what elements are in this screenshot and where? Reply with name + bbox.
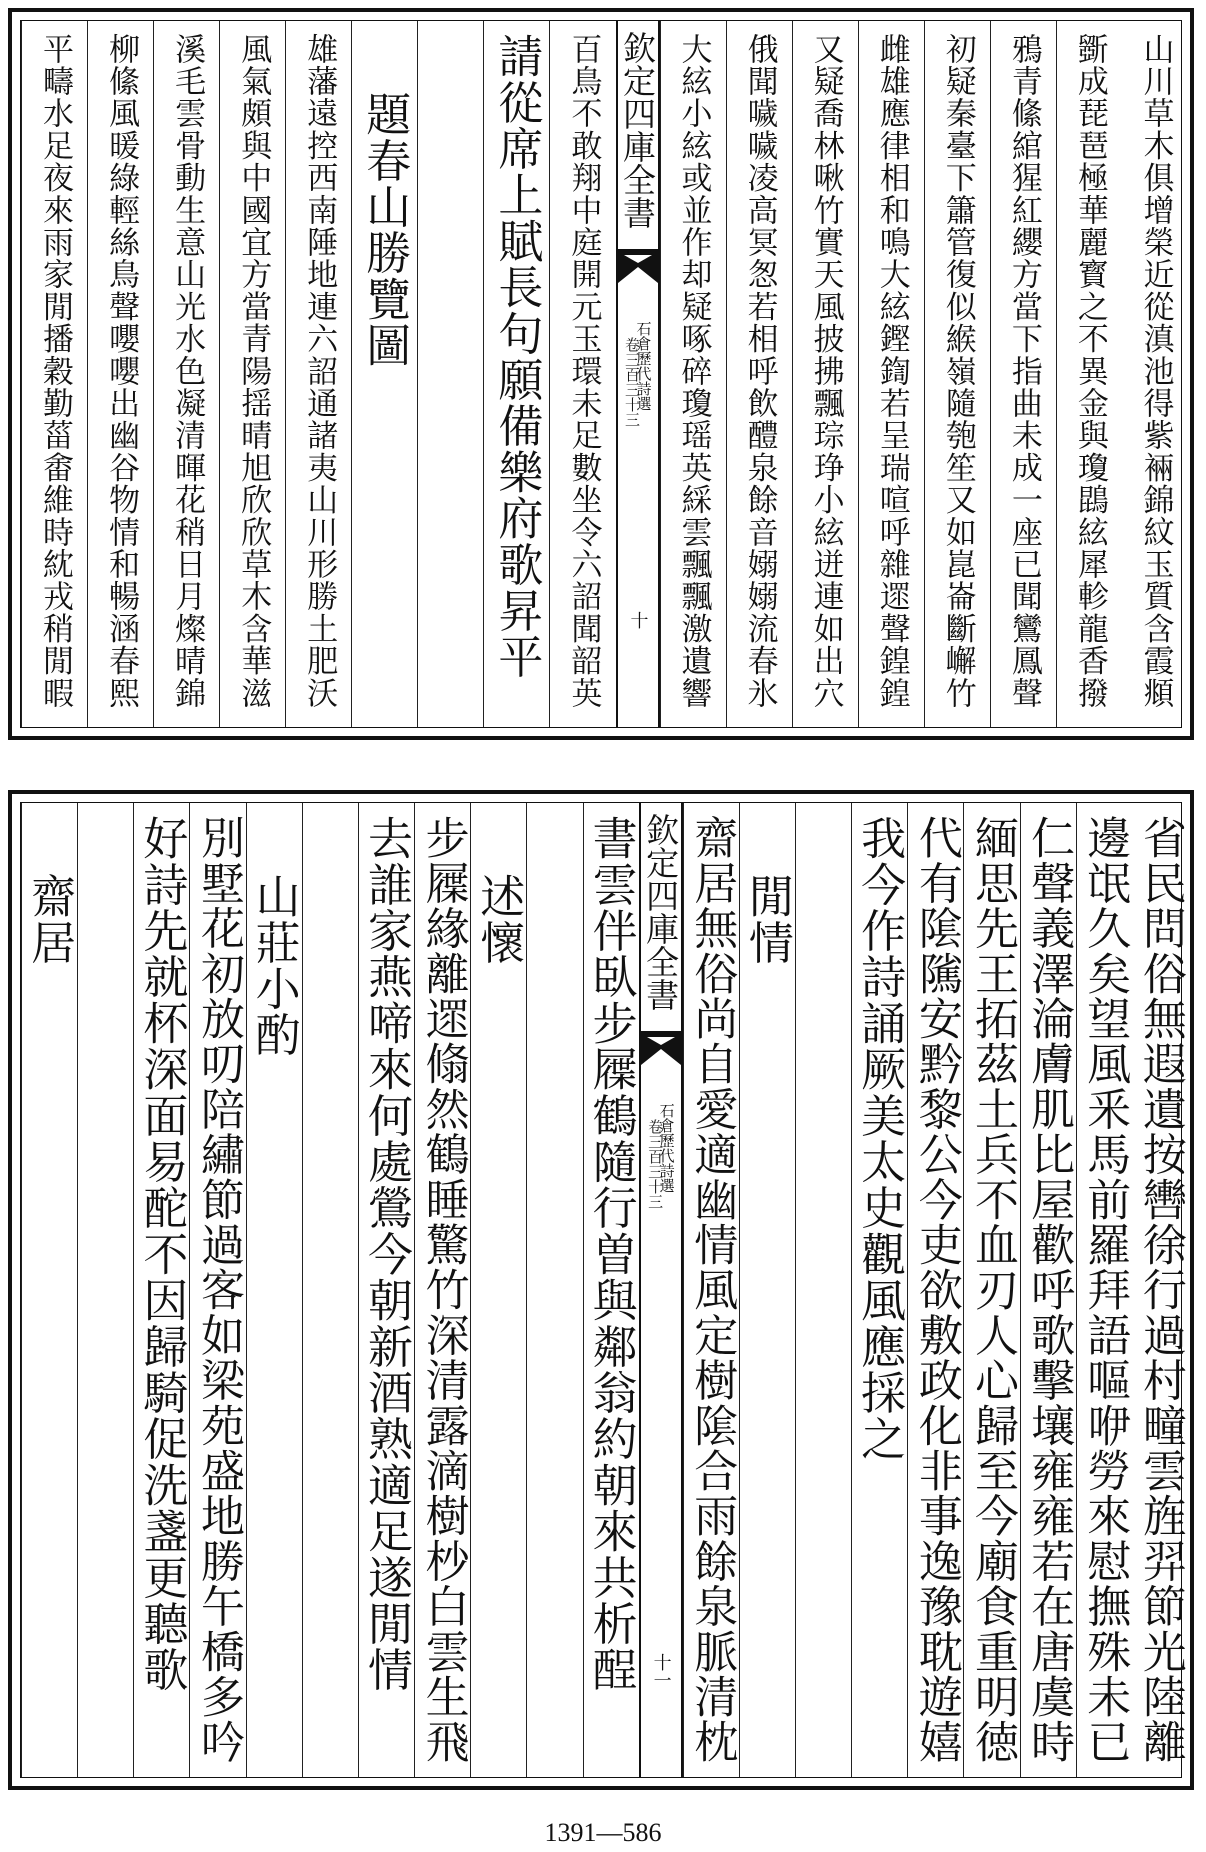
text-column [470, 803, 526, 1777]
text-column [851, 803, 907, 1777]
text-column [526, 803, 582, 1777]
text-column [302, 803, 358, 1777]
anthology-title: 石倉歷代詩選 [657, 1103, 676, 1193]
poem-title: 閒情 [740, 873, 794, 966]
text-column [133, 803, 189, 1777]
text-column [858, 21, 924, 727]
book-title: 欽定四庫全書 [641, 813, 681, 1011]
poem-title: 山莊小酌 [247, 873, 301, 1058]
top-leaf-panel [8, 8, 1194, 740]
text-column [417, 21, 483, 727]
poem-line: 步屧緣離遝翛然鶴睡驚竹深清露滴樹杪白雲生飛 [417, 815, 469, 1765]
poem-line: 好詩先就杯深面易酡不因歸騎促洗盞更聽歌 [135, 815, 189, 1693]
text-column [351, 21, 417, 727]
poem-line: 雄藩遠控西南陲地連六詔通諸夷山川形勝土肥沃 [301, 33, 338, 710]
poem-line: 山川草木俱增榮近從滇池得紫裲錦紋玉質含霞頫 [1137, 33, 1174, 710]
text-column [414, 803, 470, 1777]
text-column [1076, 803, 1132, 1777]
text-column [153, 21, 219, 727]
center-fold-top [616, 21, 660, 727]
poem-line: 去誰家燕啼來何處鶯今朝新酒熟適足遂閒情 [359, 815, 413, 1693]
fish-tail-ornament-icon [618, 249, 658, 283]
volume-number: 卷三百三十三 [623, 337, 642, 427]
text-column [1056, 21, 1122, 727]
text-column [795, 803, 851, 1777]
poem-line: 齋居無俗尚自愛適幽情風定樹隂合雨餘泉脈清枕 [686, 815, 738, 1765]
text-column [660, 21, 726, 727]
text-column [583, 803, 639, 1777]
text-column [683, 803, 739, 1777]
poem-line: 俄聞噦噦凌高冥怱若相呼飲醴泉餘音嫋嫋流春氷 [741, 33, 778, 710]
text-column [189, 803, 245, 1777]
text-column [358, 803, 414, 1777]
poem-line: 溪毛雲骨動生意山光水色凝清暉花稍日月燦晴錦 [169, 33, 206, 710]
text-column [21, 803, 77, 1777]
poem-line: 省民問俗無遐遺按轡徐行過村疃雲旌羿節光陸離 [1134, 815, 1186, 1765]
text-column [483, 21, 549, 727]
text-column [77, 803, 133, 1777]
text-column [924, 21, 990, 727]
text-column [246, 803, 302, 1777]
text-column [87, 21, 153, 727]
page-number: 1391—586 [544, 1818, 662, 1847]
text-column [907, 803, 963, 1777]
text-column [963, 803, 1019, 1777]
poem-line: 我今作詩誦厥美太史觀風應採之 [853, 815, 907, 1462]
poem-line: 仁聲義澤淪膚肌比屋歡呼歌擊壤雍雍若在唐虞時 [1023, 815, 1075, 1765]
poem-line: 別墅花初放叨陪繡節過客如梁苑盛地勝午橋多吟 [193, 815, 244, 1765]
poem-line: 鴉青絛綰猩紅纓方當下指曲未成一座已聞鸞鳳聲 [1005, 33, 1042, 710]
poem-line: 雌雄應律相和鳴大絃鏗鍧若呈瑞喧呼雜遝聲鍠鍠 [873, 33, 910, 710]
text-column [549, 21, 615, 727]
bottom-leaf-frame [20, 802, 1186, 1778]
anthology-title: 石倉歷代詩選 [634, 321, 653, 411]
text-column [1020, 803, 1076, 1777]
poem-line: 初疑秦臺下簫管復似緱嶺隨匏笙又如崑崙斷嶰竹 [939, 33, 976, 710]
text-column [219, 21, 285, 727]
poem-line: 斵成琵琶極華麗寳之不異金與瓊鵾絃犀軫龍香撥 [1071, 33, 1108, 710]
fish-tail-ornament-icon [641, 1031, 681, 1065]
book-title: 欽定四庫全書 [618, 31, 658, 229]
text-column [792, 21, 858, 727]
text-column [21, 21, 87, 727]
poem-line: 大絃小絃或並作却疑啄碎瓊瑶英綵雲飄飄激遺響 [675, 33, 712, 710]
text-column [285, 21, 351, 727]
text-column [739, 803, 795, 1777]
poem-line: 風氣頗與中國宜方當青陽揺晴旭欣欣草木含華滋 [235, 33, 272, 710]
text-column [1132, 803, 1188, 1777]
poem-line: 又疑喬林啾竹實天風披拂飄琮琤小絃迸連如出穴 [807, 33, 844, 710]
poem-line: 柳絛風暖綠輕絲鳥聲嚶嚶出幽谷物情和暢涵春熙 [103, 33, 140, 710]
text-column [1122, 21, 1188, 727]
volume-number: 卷三百三十三 [646, 1119, 665, 1209]
bottom-leaf-panel [8, 790, 1194, 1790]
top-leaf-frame [20, 20, 1182, 728]
poem-line: 代有隂隲安黔黎公今吏欲敷政化非事逸豫耽遊嬉 [910, 815, 962, 1765]
folio-number: 十 [627, 611, 649, 629]
poem-line: 書雲伴臥步屧鶴隨行曽與鄰翁約朝來共析酲 [584, 815, 638, 1693]
poem-title: 題春山勝覽圖 [358, 91, 412, 369]
center-fold-bottom [639, 803, 683, 1777]
folio-number: 十一 [650, 1653, 672, 1689]
poem-line: 緬思先王拓茲土兵不血刃人心歸至今廟食重明徳 [966, 815, 1018, 1765]
poem-title: 述懷 [472, 873, 526, 966]
poem-title: 齋居 [23, 873, 77, 966]
poem-line: 百鳥不敢翔中庭開元玉環未足數坐令六詔聞韶英 [565, 33, 602, 710]
text-column [726, 21, 792, 727]
text-column [990, 21, 1056, 727]
poem-line: 平疇水足夜來雨家閒播穀勤菑畬維時紞戎稍閒暇 [37, 33, 74, 710]
poem-line: 邊氓久矣望風釆馬前羅拜語嘔咿勞來慰撫殊未已 [1079, 815, 1131, 1765]
poem-line: 請從席上賦長句願備樂府歌昇平 [490, 33, 544, 680]
